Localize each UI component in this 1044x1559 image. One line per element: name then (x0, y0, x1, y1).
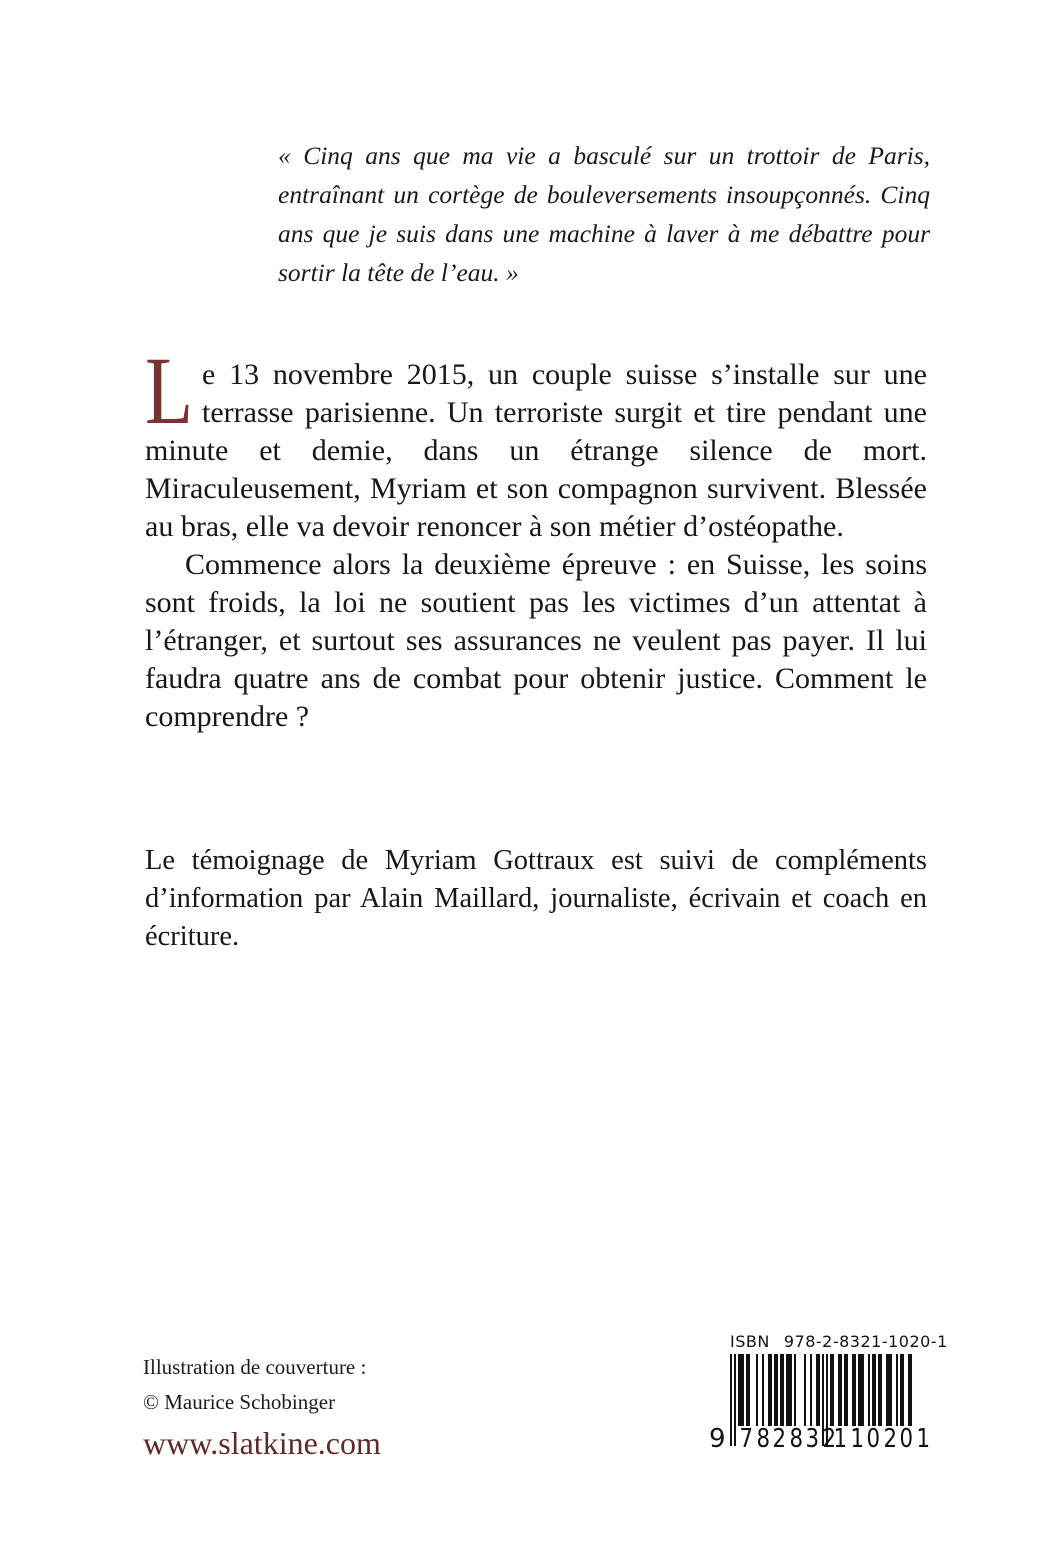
ean-digit: 1 (850, 1424, 864, 1454)
barcode-bar (782, 1354, 784, 1426)
barcode-bar (902, 1354, 904, 1426)
barcode-bar (846, 1354, 848, 1426)
ean-first-digit: 9 (709, 1424, 724, 1454)
synopsis-paragraph-1 (145, 337, 927, 546)
barcode-bar (770, 1354, 772, 1426)
barcode-bar (832, 1354, 834, 1426)
ean-digit: 1 (833, 1424, 848, 1454)
ean-digit: 8 (789, 1424, 803, 1454)
ean13-barcode (709, 1354, 930, 1472)
barcode-bar (910, 1354, 912, 1426)
barcode-bar (862, 1354, 864, 1426)
synopsis-paragraph-2: Commence alors la deuxième épreuve : en Suisse, les soins sont froids, la loi ne soutient pas les victimes d’un attentat à l’étranger, et surtout ses assurances ne veulent pas payer. Il lui faudra quatre ans de combat pour obtenir justice. Comment le comprendre ? (145, 548, 927, 733)
ean-digit: 7 (739, 1424, 754, 1454)
ean-digit: 1 (916, 1424, 930, 1454)
isbn-label: ISBN (730, 1332, 770, 1351)
barcode-bar (854, 1354, 856, 1426)
isbn-barcode-block (703, 1332, 953, 1472)
ean-left-digits (738, 1424, 836, 1454)
illustration-credit-name: © Maurice Schobinger (143, 1390, 336, 1414)
barcode-bar (790, 1354, 792, 1426)
barcode-bar (810, 1354, 812, 1426)
barcode-bar (794, 1354, 796, 1426)
illustration-credit-label: Illustration de couverture : (143, 1355, 367, 1379)
ean-digit: 8 (756, 1424, 770, 1454)
ean-digit: 2 (883, 1424, 897, 1454)
drop-cap: L (145, 337, 194, 444)
barcode-bar (742, 1354, 744, 1426)
barcode-bar (880, 1354, 882, 1426)
barcode-bar (818, 1354, 820, 1426)
publisher-website: www.slatkine.com (143, 1425, 381, 1461)
synopsis (145, 337, 927, 736)
barcode-bar (874, 1354, 876, 1426)
barcode-bar (868, 1354, 870, 1426)
ean-digit: 3 (805, 1424, 820, 1454)
barcode-bar (896, 1354, 898, 1426)
synopsis-paragraph-1-text: e 13 novembre 2015, un couple suisse s’installe sur une terrasse parisienne. Un terroriste surgit et tire pendant une minute et demie, dans un étrange silence de mort. Miraculeusement, Myriam et son compagnon survivent. Blessée au bras, elle va devoir renoncer à son métier d’ostéopathe. (145, 358, 927, 543)
ean-right-digits (832, 1424, 930, 1454)
barcode-bar (756, 1354, 758, 1426)
barcode-bar (748, 1354, 750, 1426)
barcode-bar (840, 1354, 842, 1426)
ean-digit: 2 (822, 1424, 836, 1454)
ean-digit: 0 (866, 1424, 881, 1454)
barcode-bar (890, 1354, 892, 1426)
barcode-bar (734, 1354, 736, 1446)
illustration-credits (143, 1350, 366, 1420)
barcode-bar (776, 1354, 778, 1426)
barcode-bar (730, 1354, 732, 1446)
isbn-line (730, 1332, 953, 1351)
ean-digit: 2 (772, 1424, 787, 1454)
barcode-bar (762, 1354, 764, 1426)
cover-quote: « Cinq ans que ma vie a basculé sur un trottoir de Paris, entraînant un cortège de bouleversements insoupçonnés. Cinq ans que je suis dans une machine à laver à me débattre pour sortir la tête de l’eau. » (278, 141, 930, 287)
author-note: Le témoignage de Myriam Gottraux est suivi de compléments d’information par Alain Maillard, journaliste, écrivain et coach en écriture. (145, 845, 927, 952)
ean-digit: 0 (899, 1424, 914, 1454)
barcode-bar (804, 1354, 806, 1426)
isbn-number: 978-2-8321-1020-1 (783, 1332, 948, 1351)
